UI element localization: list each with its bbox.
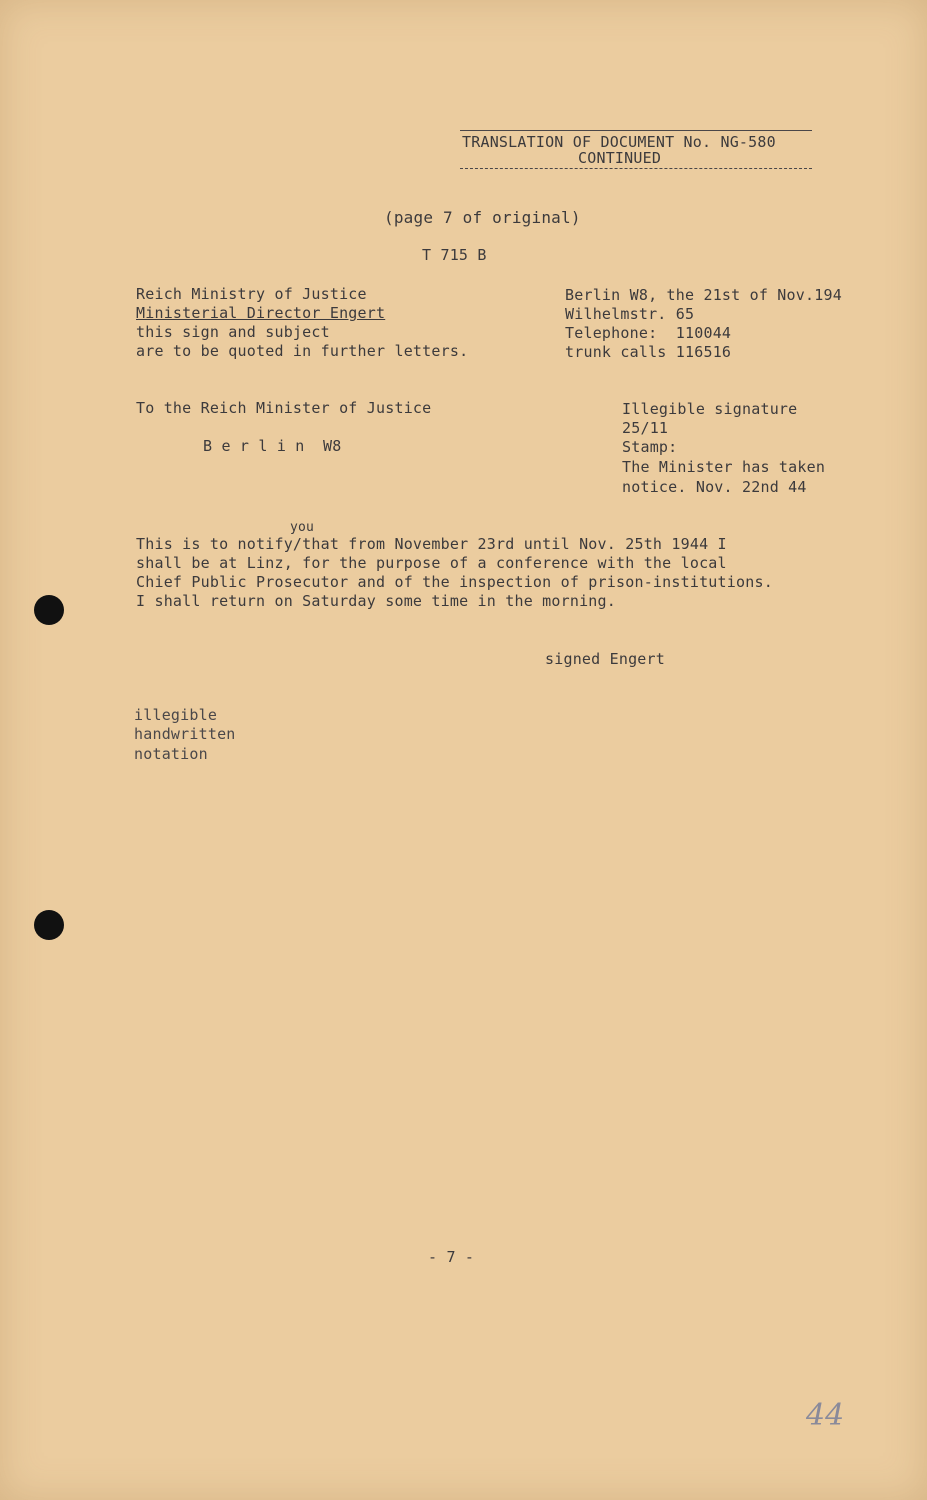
document-title: TRANSLATION OF DOCUMENT No. NG-580 xyxy=(462,133,776,151)
place-line-4: trunk calls 116516 xyxy=(565,343,732,361)
header-top-rule xyxy=(460,130,812,131)
place-line-1: Berlin W8, the 21st of Nov.194 xyxy=(565,286,842,304)
notation-line-1: illegible xyxy=(134,706,218,724)
place-line-2: Wilhelmstr. 65 xyxy=(565,305,695,323)
notation-line-3: notation xyxy=(134,745,208,763)
stamp-line-4: The Minister has taken xyxy=(622,458,826,476)
document-code: T 715 B xyxy=(422,246,487,264)
punch-hole-top xyxy=(34,595,64,625)
header-bottom-rule xyxy=(460,168,812,169)
document-continued: CONTINUED xyxy=(578,149,662,167)
page-number: - 7 - xyxy=(428,1248,475,1266)
sender-line-2: Ministerial Director Engert xyxy=(136,304,386,322)
stamp-line-3: Stamp: xyxy=(622,438,678,456)
recipient-line-1: To the Reich Minister of Justice xyxy=(136,399,432,417)
stamp-line-5: notice. Nov. 22nd 44 xyxy=(622,478,807,496)
body-line-3: Chief Public Prosecutor and of the inspection of prison-institutions. xyxy=(136,573,773,591)
body-line-4: I shall return on Saturday some time in the morning. xyxy=(136,592,616,610)
body-line-1: This is to notify/that from November 23rd until Nov. 25th 1944 I xyxy=(136,535,727,553)
signature: signed Engert xyxy=(545,650,665,668)
sender-line-4: are to be quoted in further letters. xyxy=(136,342,469,360)
notation-line-2: handwritten xyxy=(134,725,236,743)
stamp-line-1: Illegible signature xyxy=(622,400,798,418)
recipient-line-2: B e r l i n W8 xyxy=(203,437,342,455)
body-line-2: shall be at Linz, for the purpose of a conference with the local xyxy=(136,554,727,572)
body-insert: you xyxy=(290,520,315,535)
stamp-line-2: 25/11 xyxy=(622,419,669,437)
sender-line-3: this sign and subject xyxy=(136,323,330,341)
punch-hole-bottom xyxy=(34,910,64,940)
place-line-3: Telephone: 110044 xyxy=(565,324,732,342)
page-reference: (page 7 of original) xyxy=(384,208,581,227)
sender-line-1: Reich Ministry of Justice xyxy=(136,285,367,303)
handwritten-page-number: 44 xyxy=(806,1398,845,1433)
